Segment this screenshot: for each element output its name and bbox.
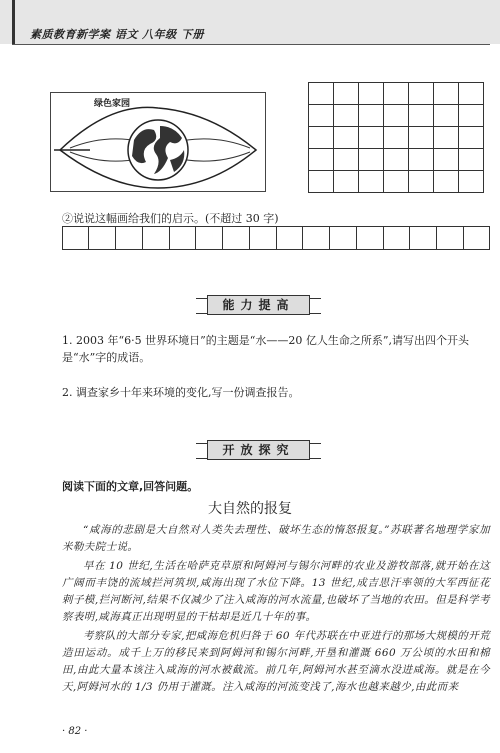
reading-instruction: 阅读下面的文章,回答问题。 (62, 480, 199, 493)
answer-row-grid (62, 226, 490, 250)
item-2: 2. 调查家乡十年来环境的变化,写一份调查报告。 (62, 386, 300, 399)
article-title: 大自然的报复 (208, 501, 292, 517)
header-line (12, 44, 490, 45)
section-title-explore: 开放探究 (207, 440, 310, 460)
section-title-ability: 能力提高 (207, 295, 310, 315)
header-rule (12, 0, 15, 44)
item-1: 1. 2003 年“6·5 世界环境日”的主题是“水——20 亿人生命之所系”,请写出四个开头是“水”字的成语。 (62, 334, 469, 364)
illustration-title: 绿色家园 (94, 99, 131, 109)
page-number: · 82 · (62, 726, 88, 737)
answer-grid (308, 82, 484, 193)
header-text: 素质教育新学案 语文 八年级 下册 (30, 28, 204, 41)
question-2: ②说说这幅画给我们的启示。(不超过 30 字) (62, 212, 279, 225)
leaf-earth-icon (50, 92, 266, 192)
article-paragraph-1: “咸海的悲剧是大自然对人类失去理性、破坏生态的惰怒报复。”苏联著名地理学家加米勒夫院士说。 (62, 524, 490, 553)
article-paragraph-3: 考察队的大部分专家,把咸海危机归咎于 60 年代苏联在中亚进行的那场大规模的开荒造田运动。成千上万的移民来到阿姆河和锡尔河畔,开垦和灌溉 660 万公顷的水田和棉田,由此大量本该注入咸海的河水被截流。前几年,阿姆河水甚至滴水没进咸海。就是在今天,阿姆河水的 1/3 仍用于灌溉。注入咸海的河流变浅了,海水也越来越少,由此而来 (62, 630, 490, 693)
article-paragraph-2: 早在 10 世纪,生活在哈萨克草原和阿姆河与锡尔河畔的农业及游牧部落,就开始在这广阔而丰饶的流域拦河筑坝,咸海出现了水位下降。13 世纪,成吉思汗率领的大军西征花剌子模,拦河断河,结果不仅减少了注入咸海的河水流量,也破坏了当地的农田。但是科学考察表明,咸海真正出现明显的干枯却是近几十年的事。 (62, 560, 490, 623)
